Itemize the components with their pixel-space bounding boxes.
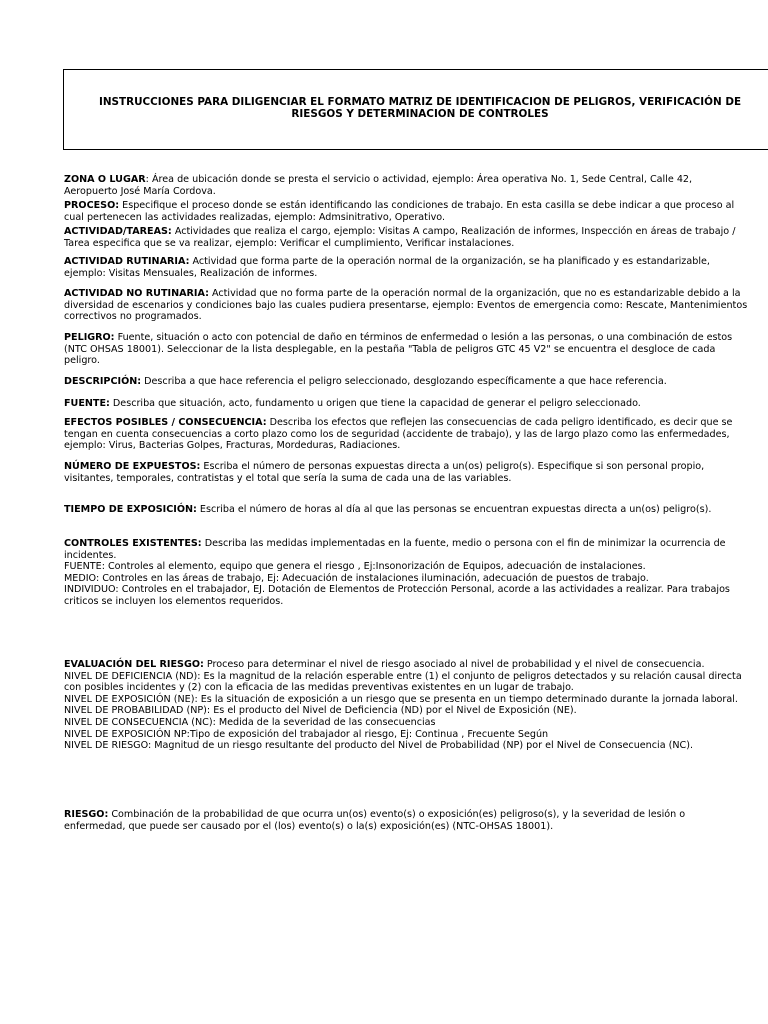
entry-label: DESCRIPCIÓN:: [64, 376, 142, 387]
entry-fuente: [64, 398, 748, 410]
entry-text: Escriba el número de personas expuestas directa a un(os) peligro(s). Especifique si son personal propio, visitantes, temporales, contratistas y el total que sería la suma de cada una de las variables.: [64, 461, 705, 484]
evaluacion-np: NIVEL DE PROBABILIDAD (NP): Es el producto del Nivel de Deficiencia (ND) por el Nivel de Exposición (NE).: [64, 705, 577, 717]
entry-expuestos: [64, 461, 748, 484]
entry-text: Fuente, situación o acto con potencial de daño en términos de enfermedad o lesión a las personas, o una combinación de estos (NTC OHSAS 18001). Seleccionar de la lista desplegable, en la pestaña "Tabla de peligros GTC 45 V2" se encuentra el desgloce de cada peligro.: [64, 332, 733, 367]
entry-label: CONTROLES EXISTENTES:: [64, 538, 202, 549]
entry-label: PROCESO:: [64, 200, 120, 211]
entry-text: Actividad que no forma parte de la operación normal de la organización, que no es estandarizable debido a la diversidad de escenarios y condiciones bajo las cuales pudiera presentarse, ejemplo: Eventos de emergencia como: Rescate, Mantenimientos correctivos no programados.: [64, 288, 748, 323]
entry-actividad-rutinaria: [64, 256, 748, 279]
entry-text: Especifique el proceso donde se están identificando las condiciones de trabajo. En esta casilla se debe indicar a que proceso al cual pertenecen las actividades realizadas, ejemplo: Admsinitrativo, Operativo.: [64, 200, 735, 223]
evaluacion-ne: NIVEL DE EXPOSICIÓN (NE): Es la situación de exposición a un riesgo que se presenta en un tiempo determinado durante la jornada laboral.: [64, 693, 738, 705]
entry-evaluacion: [64, 659, 748, 752]
entry-text: Describa las medidas implementadas en la fuente, medio o persona con el fin de minimizar la ocurrencia de incidentes.: [64, 538, 726, 561]
entry-text: Escriba el número de horas al día al que las personas se encuentran expuestas directa a un(os) peligro(s).: [196, 504, 712, 515]
entry-label: PELIGRO:: [64, 332, 115, 343]
entry-label: EFECTOS POSIBLES / CONSECUENCIA:: [64, 417, 267, 428]
entry-label: NÚMERO DE EXPUESTOS:: [64, 461, 201, 472]
entry-riesgo: [64, 809, 748, 832]
entry-efectos: [64, 417, 748, 452]
entry-label: ACTIVIDAD/TAREAS:: [64, 226, 172, 237]
controles-individuo: INDIVIDUO: Controles en el trabajador, EJ. Dotación de Elementos de Protección Personal, acorde a las actividades a realizar. Para trabajos criticos se incluyen los elementos requeridos.: [64, 584, 730, 607]
entry-label: ACTIVIDAD RUTINARIA:: [64, 256, 190, 267]
entry-descripcion: [64, 376, 748, 388]
evaluacion-nivel-riesgo: NIVEL DE RIESGO: Magnitud de un riesgo resultante del producto del Nivel de Probabilidad (NP) por el Nivel de Consecuencia (NC).: [64, 740, 694, 752]
entry-text: Actividad que forma parte de la operación normal de la organización, se ha planificado y es estandarizable, ejemplo: Visitas Mensuales, Realización de informes.: [64, 256, 710, 279]
entry-text: Describa los efectos que reflejen las consecuencias de cada peligro identificado, es decir que se tengan en cuenta consecuencias a corto plazo como los de seguridad (accidente de trabajo), y las de largo plazo como las enfermedades, ejemplo: Virus, Bacterias Golpes, Fracturas, Mordeduras, Radiaciones.: [64, 417, 733, 452]
entry-tiempo: [64, 504, 748, 516]
entry-peligro: [64, 332, 748, 367]
entry-text: Describa que situación, acto, fundamento u origen que tiene la capacidad de generar el peligro seleccionado.: [109, 398, 641, 409]
entry-text: Combinación de la probabilidad de que ocurra un(os) evento(s) o exposición(es) peligroso(s), y la severidad de lesión o enfermedad, que puede ser causado por el (los) evento(s) o la(s) exposición(es) (NTC-OHSAS 18001).: [64, 809, 686, 832]
entry-label: EVALUACIÓN DEL RIESGO:: [64, 659, 204, 670]
entry-label: ACTIVIDAD NO RUTINARIA:: [64, 288, 209, 299]
entry-text: Actividades que realiza el cargo, ejemplo: Visitas A campo, Realización de informes, Inspección en áreas de trabajo / Tarea especifica que se va realizar, ejemplo: Verificar el cumplimiento, Verificar instalaciones.: [64, 226, 736, 249]
entry-actividad-no-rutinaria: [64, 288, 748, 323]
evaluacion-nc: NIVEL DE CONSECUENCIA (NC): Medida de la severidad de las consecuencias: [64, 716, 436, 728]
title-box: [63, 69, 768, 150]
entry-text: : Área de ubicación donde se presta el servicio o actividad, ejemplo: Área operativa No. 1, Sede Central, Calle 42, Aeropuerto José María Cordova.: [64, 174, 693, 197]
entry-zona: [64, 174, 748, 197]
controles-medio: MEDIO: Controles en las áreas de trabajo, Ej: Adecuación de instalaciones iluminación, adecuación de puestos de trabajo.: [64, 572, 649, 584]
controles-fuente: FUENTE: Controles al elemento, equipo que genera el riesgo , Ej:Insonorización de Equipos, adecuación de instalaciones.: [64, 561, 646, 573]
entry-proceso: [64, 200, 748, 223]
entry-label: RIESGO:: [64, 809, 109, 820]
entry-label: ZONA O LUGAR: [64, 174, 146, 185]
entry-text: Describa a que hace referencia el peligro seleccionado, desglozando específicamente a que hace referencia.: [141, 376, 667, 387]
entry-controles: [64, 538, 748, 608]
entry-text: Proceso para determinar el nivel de riesgo asociado al nivel de probabilidad y el nivel de consecuencia.: [203, 659, 705, 670]
entry-label: FUENTE:: [64, 398, 110, 409]
entry-actividad: [64, 226, 748, 249]
evaluacion-nd: NIVEL DE DEFICIENCIA (ND): Es la magnitud de la relación esperable entre (1) el conjunto de peligros detectados y su relación causal directa con posibles incidentes y (2) con la eficacia de las medidas preventivas existentes en un lugar de trabajo.: [64, 670, 742, 694]
document-title: INSTRUCCIONES PARA DILIGENCIAR EL FORMATO MATRIZ DE IDENTIFICACION DE PELIGROS, VERIFICACIÓN DE RIESGOS Y DETERMINACION DE CONTROLES: [98, 95, 742, 120]
entry-label: TIEMPO DE EXPOSICIÓN:: [64, 504, 197, 515]
evaluacion-exposicion-np: NIVEL DE EXPOSICIÓN NP:Tipo de exposición del trabajador al riesgo, Ej: Continua , Frecuente Según: [64, 728, 549, 740]
